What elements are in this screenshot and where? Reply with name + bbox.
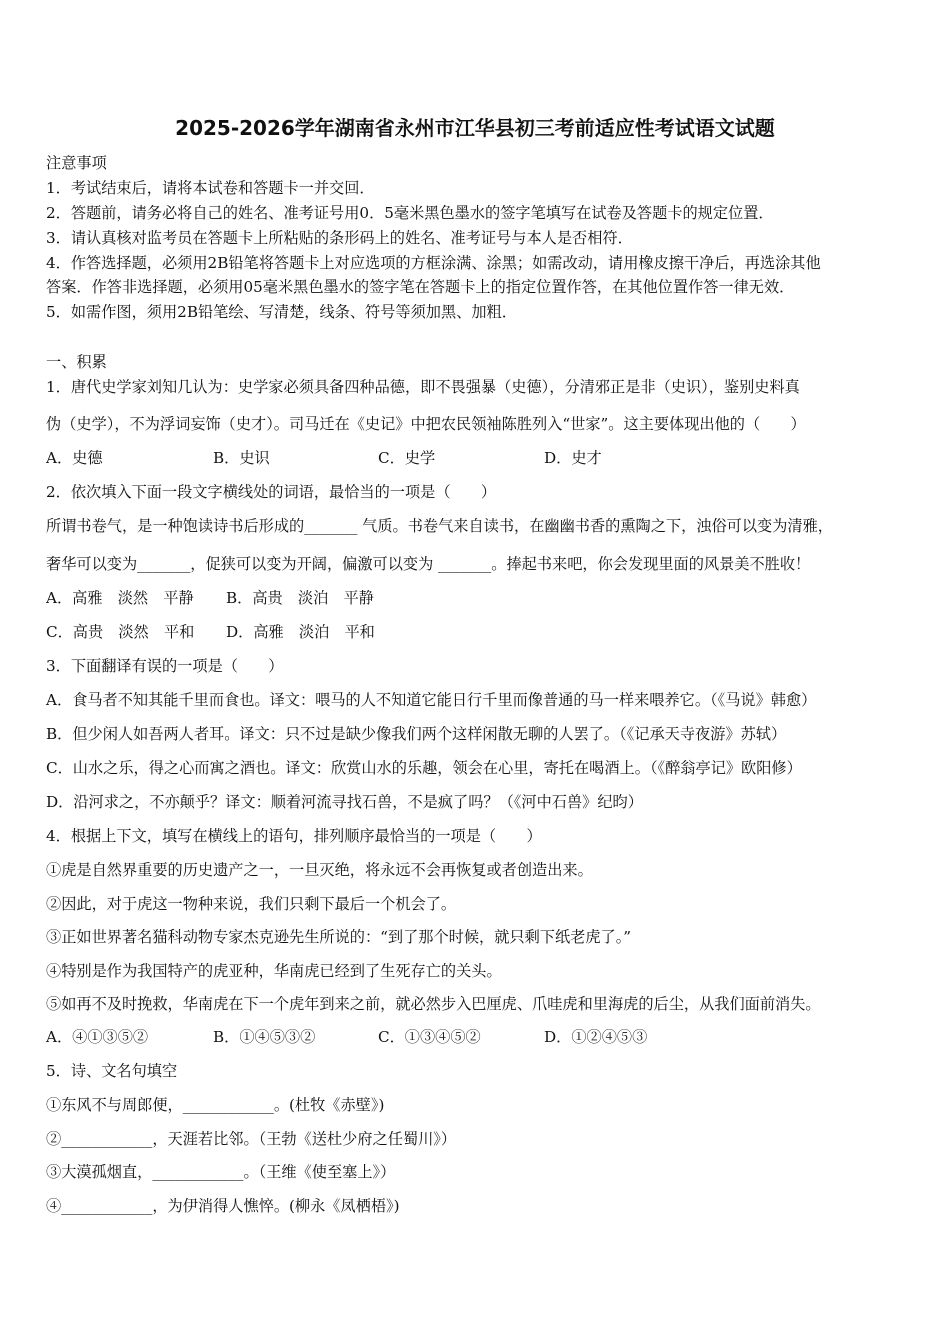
q2-stem: 2．依次填入下面一段文字横线处的词语，最恰当的一项是（ ） xyxy=(46,483,497,501)
q2-passage-line1: 所谓书卷气，是一种饱读诗书后形成的_______ 气质。书卷气来自读书，在幽幽书香的熏陶之下，浊俗可以变为清雅， xyxy=(46,517,833,535)
q3-option-a: A．食马者不知其能千里而食也。译文：喂马的人不知道它能日行千里而像普通的马一样来喂养它。（《马说》韩愈） xyxy=(46,691,817,709)
q4-sentence-3: ③正如世界著名猫科动物专家杰克逊先生所说的：“到了那个时候，就只剩下纸老虎了。” xyxy=(46,928,632,946)
notice-item: 3．请认真核对监考员在答题卡上所粘贴的条形码上的姓名、准考证号与本人是否相符． xyxy=(46,229,633,247)
q1-stem-line2: 伪（史学），不为浮词妄饰（史才）。司马迁在《史记》中把农民领袖陈胜列入“世家”。这主要体现出他的（ ） xyxy=(46,415,806,433)
q4-options xyxy=(46,1026,647,1047)
q4-sentence-4: ④特别是作为我国特产的虎亚种，华南虎已经到了生死存亡的关头。 xyxy=(46,962,502,980)
q4-option-d: D．①②④⑤③ xyxy=(544,1028,648,1046)
q2-options-row2 xyxy=(46,621,375,642)
q3-stem: 3．下面翻译有误的一项是（ ） xyxy=(46,657,284,675)
q3-option-d: D．沿河求之，不亦颠乎？译文：顺着河流寻找石兽，不是疯了吗？（《河中石兽》纪昀） xyxy=(46,793,643,811)
q3-option-c: C．山水之乐，得之心而寓之酒也。译文：欣赏山水的乐趣，领会在心里，寄托在喝酒上。（《醉翁亭记》欧阳修） xyxy=(46,759,802,777)
notice-heading: 注意事项 xyxy=(46,154,107,172)
q1-option-d: D．史才 xyxy=(544,449,602,467)
q2-option-c: C．高贵 淡然 平和 xyxy=(46,623,195,641)
q2-options-row1 xyxy=(46,587,374,608)
notice-item: 2．答题前，请务必将自己的姓名、准考证号用0．5毫米黑色墨水的签字笔填写在试卷及答题卡的规定位置． xyxy=(46,204,774,222)
q1-options xyxy=(46,447,602,468)
q5-line-2: ②____________，天涯若比邻。（王勃《送杜少府之任蜀川》） xyxy=(46,1130,457,1148)
q4-sentence-5: ⑤如再不及时挽救，华南虎在下一个虎年到来之前，就必然步入巴厘虎、爪哇虎和里海虎的后尘，从我们面前消失。 xyxy=(46,995,821,1013)
q4-option-a: A．④①③⑤② xyxy=(46,1028,149,1046)
q5-stem: 5．诗、文名句填空 xyxy=(46,1062,178,1080)
q5-line-1: ①东风不与周郎便，____________。(杜牧《赤壁》) xyxy=(46,1096,385,1114)
q1-option-b: B．史识 xyxy=(213,449,270,467)
q4-stem: 4．根据上下文，填写在横线上的语句，排列顺序最恰当的一项是（ ） xyxy=(46,827,542,845)
q5-line-4: ④____________，为伊消得人憔悴。(柳永《凤栖梧》) xyxy=(46,1197,400,1215)
notice-item: 1．考试结束后，请将本试卷和答题卡一并交回． xyxy=(46,179,375,197)
q4-sentence-2: ②因此，对于虎这一物种来说，我们只剩下最后一个机会了。 xyxy=(46,895,457,913)
q4-option-c: C．①③④⑤② xyxy=(378,1028,481,1046)
q4-sentence-1: ①虎是自然界重要的历史遗产之一，一旦灭绝，将永远不会再恢复或者创造出来。 xyxy=(46,861,593,879)
q2-passage-line2: 奢华可以变为_______，促狭可以变为开阔，偏激可以变为 _______。捧起书来吧，你会发现里面的风景美不胜收！ xyxy=(46,555,811,573)
q4-option-b: B．①④⑤③② xyxy=(213,1028,316,1046)
q1-option-c: C．史学 xyxy=(378,449,436,467)
q1-stem-line1: 1．唐代史学家刘知几认为：史学家必须具备四种品德，即不畏强暴（史德），分清邪正是非（史识），鉴别史料真 xyxy=(46,378,800,396)
section-heading: 一、积累 xyxy=(46,353,107,371)
q3-option-b: B．但少闲人如吾两人者耳。译文：只不过是缺少像我们两个这样闲散无聊的人罢了。（《记承天寺夜游》苏轼） xyxy=(46,725,787,743)
q2-option-a: A．高雅 淡然 平静 xyxy=(46,589,194,607)
notice-item: 4．作答选择题，必须用2B铅笔将答题卡上对应选项的方框涂满、涂黑；如需改动，请用橡皮擦干净后，再选涂其他 xyxy=(46,254,821,272)
q1-option-a: A．史德 xyxy=(46,449,103,467)
notice-item: 答案．作答非选择题，必须用05毫米黑色墨水的签字笔在答题卡上的指定位置作答，在其他位置作答一律无效． xyxy=(46,278,795,296)
q5-line-3: ③大漠孤烟直，____________。（王维《使至塞上》） xyxy=(46,1163,396,1181)
q2-option-d: D．高雅 淡泊 平和 xyxy=(226,623,375,641)
q2-option-b: B．高贵 淡泊 平静 xyxy=(226,589,374,607)
notice-item: 5．如需作图，须用2B铅笔绘、写清楚，线条、符号等须加黑、加粗． xyxy=(46,303,517,321)
exam-title: 2025-2026学年湖南省永州市江华县初三考前适应性考试语文试题 xyxy=(175,116,775,140)
